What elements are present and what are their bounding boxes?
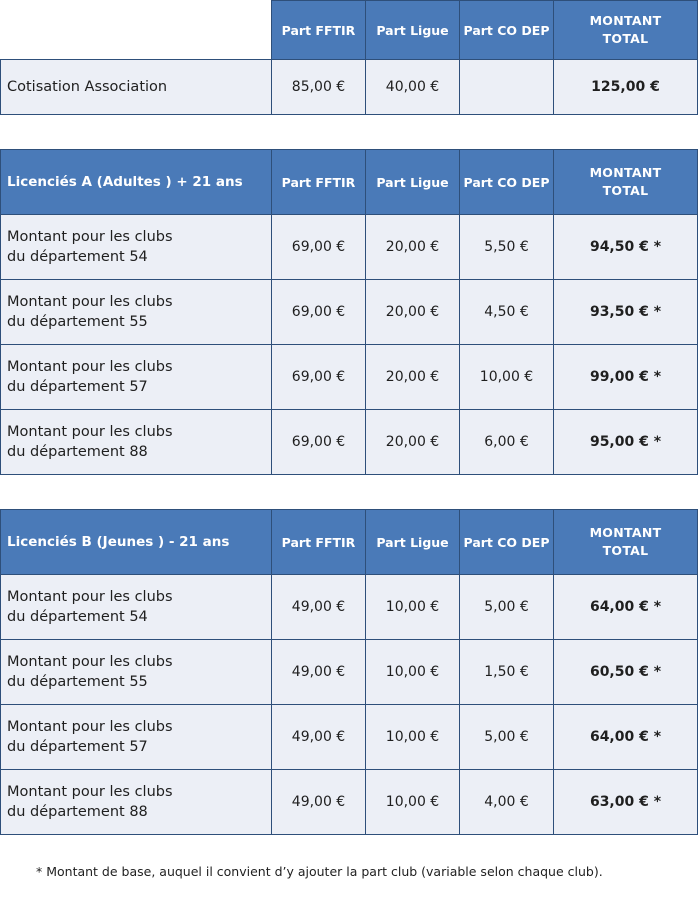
cell-total: 64,00 € * bbox=[554, 575, 698, 640]
cell-ligue: 20,00 € bbox=[366, 345, 460, 410]
cell-fftir: 69,00 € bbox=[272, 280, 366, 345]
row-label bbox=[1, 215, 272, 280]
row-label bbox=[1, 280, 272, 345]
row-label-line1: Montant pour les clubs bbox=[7, 719, 173, 735]
cell-fftir: 69,00 € bbox=[272, 345, 366, 410]
cell-co-dep: 6,00 € bbox=[460, 410, 554, 475]
table-row bbox=[1, 60, 698, 115]
row-label bbox=[1, 575, 272, 640]
header-montant-total-line1: MONTANT bbox=[589, 165, 662, 180]
cell-ligue: 20,00 € bbox=[366, 215, 460, 280]
cell-co-dep: 5,00 € bbox=[460, 705, 554, 770]
table-row bbox=[1, 575, 698, 640]
cell-total: 125,00 € bbox=[554, 60, 698, 115]
header-row bbox=[1, 150, 698, 215]
row-label-line2: du département 57 bbox=[7, 379, 148, 395]
cell-total: 99,00 € * bbox=[554, 345, 698, 410]
empty-header-cell bbox=[1, 1, 272, 60]
header-montant-total bbox=[554, 510, 698, 575]
header-part-ligue: Part Ligue bbox=[366, 1, 460, 60]
cell-fftir: 69,00 € bbox=[272, 410, 366, 475]
cell-co-dep: 5,50 € bbox=[460, 215, 554, 280]
cell-fftir: 69,00 € bbox=[272, 215, 366, 280]
cell-total: 63,00 € * bbox=[554, 770, 698, 835]
cell-fftir: 85,00 € bbox=[272, 60, 366, 115]
cell-co-dep: 4,00 € bbox=[460, 770, 554, 835]
header-montant-total-line2: TOTAL bbox=[602, 31, 649, 46]
footnote: * Montant de base, auquel il convient d’y ajouter la part club (variable selon chaque club). bbox=[36, 864, 603, 879]
cell-ligue: 20,00 € bbox=[366, 280, 460, 345]
cell-co-dep: 1,50 € bbox=[460, 640, 554, 705]
cell-fftir: 49,00 € bbox=[272, 575, 366, 640]
cell-total: 60,50 € * bbox=[554, 640, 698, 705]
header-part-fftir: Part FFTIR bbox=[272, 1, 366, 60]
row-label bbox=[1, 770, 272, 835]
cell-ligue: 10,00 € bbox=[366, 575, 460, 640]
header-montant-total bbox=[554, 150, 698, 215]
header-part-co-dep: Part CO DEP bbox=[460, 510, 554, 575]
header-part-ligue: Part Ligue bbox=[366, 510, 460, 575]
header-part-ligue: Part Ligue bbox=[366, 150, 460, 215]
header-montant-total-line2: TOTAL bbox=[602, 543, 649, 558]
header-montant-total-line2: TOTAL bbox=[602, 183, 649, 198]
row-label-line1: Montant pour les clubs bbox=[7, 359, 173, 375]
cotisation-table bbox=[0, 0, 698, 115]
table-row bbox=[1, 280, 698, 345]
row-label-line2: du département 55 bbox=[7, 674, 148, 690]
header-row bbox=[1, 1, 698, 60]
table-row bbox=[1, 705, 698, 770]
row-label-line2: du département 55 bbox=[7, 314, 148, 330]
cell-ligue: 20,00 € bbox=[366, 410, 460, 475]
header-montant-total bbox=[554, 1, 698, 60]
row-label-line1: Montant pour les clubs bbox=[7, 784, 173, 800]
row-label-line1: Montant pour les clubs bbox=[7, 424, 173, 440]
section-title: Licenciés A (Adultes ) + 21 ans bbox=[1, 150, 272, 215]
header-montant-total-line1: MONTANT bbox=[589, 13, 662, 28]
table-row bbox=[1, 215, 698, 280]
row-label bbox=[1, 410, 272, 475]
table-row bbox=[1, 410, 698, 475]
cell-fftir: 49,00 € bbox=[272, 640, 366, 705]
row-label-line2: du département 54 bbox=[7, 609, 148, 625]
cell-co-dep bbox=[460, 60, 554, 115]
cell-total: 95,00 € * bbox=[554, 410, 698, 475]
cell-ligue: 10,00 € bbox=[366, 640, 460, 705]
row-label-line2: du département 57 bbox=[7, 739, 148, 755]
cell-total: 94,50 € * bbox=[554, 215, 698, 280]
cell-fftir: 49,00 € bbox=[272, 705, 366, 770]
cell-co-dep: 10,00 € bbox=[460, 345, 554, 410]
cell-co-dep: 4,50 € bbox=[460, 280, 554, 345]
header-part-co-dep: Part CO DEP bbox=[460, 150, 554, 215]
row-label-line2: du département 88 bbox=[7, 444, 148, 460]
header-part-fftir: Part FFTIR bbox=[272, 150, 366, 215]
cell-total: 64,00 € * bbox=[554, 705, 698, 770]
header-row bbox=[1, 510, 698, 575]
header-part-co-dep: Part CO DEP bbox=[460, 1, 554, 60]
header-montant-total-line1: MONTANT bbox=[589, 525, 662, 540]
header-part-fftir: Part FFTIR bbox=[272, 510, 366, 575]
cell-total: 93,50 € * bbox=[554, 280, 698, 345]
cell-fftir: 49,00 € bbox=[272, 770, 366, 835]
table-row bbox=[1, 770, 698, 835]
row-label-line1: Montant pour les clubs bbox=[7, 654, 173, 670]
licencies-a-table bbox=[0, 149, 698, 475]
cell-co-dep: 5,00 € bbox=[460, 575, 554, 640]
row-label bbox=[1, 640, 272, 705]
row-label: Cotisation Association bbox=[1, 60, 272, 115]
table-row bbox=[1, 640, 698, 705]
row-label-line2: du département 88 bbox=[7, 804, 148, 820]
licencies-b-table bbox=[0, 509, 698, 835]
row-label-line1: Montant pour les clubs bbox=[7, 294, 173, 310]
cell-ligue: 40,00 € bbox=[366, 60, 460, 115]
row-label bbox=[1, 705, 272, 770]
row-label-line1: Montant pour les clubs bbox=[7, 589, 173, 605]
row-label-line1: Montant pour les clubs bbox=[7, 229, 173, 245]
table-row bbox=[1, 345, 698, 410]
cell-ligue: 10,00 € bbox=[366, 770, 460, 835]
cell-ligue: 10,00 € bbox=[366, 705, 460, 770]
row-label-line2: du département 54 bbox=[7, 249, 148, 265]
row-label bbox=[1, 345, 272, 410]
section-title: Licenciés B (Jeunes ) - 21 ans bbox=[1, 510, 272, 575]
